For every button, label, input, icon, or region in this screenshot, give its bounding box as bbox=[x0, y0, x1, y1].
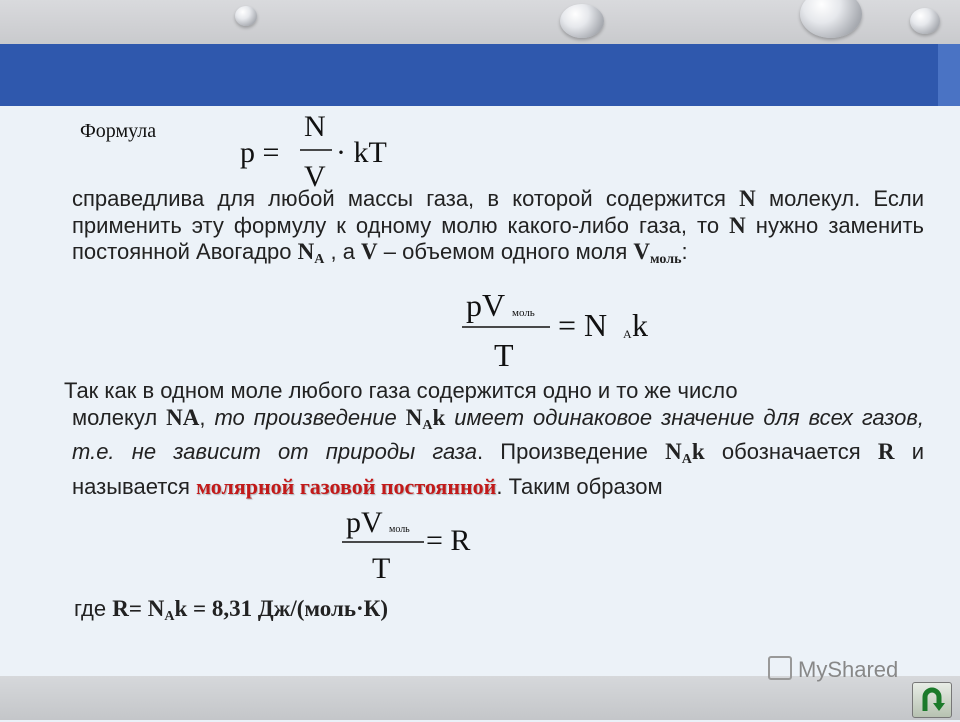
u-turn-arrow-icon bbox=[913, 683, 951, 717]
highlight-term: молярной газовой постоянной bbox=[196, 473, 497, 499]
svg-text:моль: моль bbox=[389, 524, 410, 535]
paragraph-1: справедлива для любой массы газа, в которой содержится N молекул. Если применить эту формулу к одному молю какого-либо газа, то N нужно заменить постоянной Авогадро $N_A$ , а V – объемом одного моля $V_{моль}$: bbox=[72, 186, 924, 267]
svg-text:= N: = N bbox=[558, 307, 608, 343]
logo-icon bbox=[768, 656, 792, 680]
formula1-num: N bbox=[304, 110, 326, 143]
formula1-den: V bbox=[304, 160, 326, 190]
formula-pressure bbox=[240, 110, 400, 190]
formula1-lhs: p = bbox=[240, 136, 280, 169]
svg-text:T: T bbox=[372, 552, 391, 584]
svg-text:T: T bbox=[494, 337, 514, 373]
svg-text:k: k bbox=[632, 307, 648, 343]
formula-gas-constant bbox=[342, 502, 482, 584]
water-drop-decor bbox=[560, 4, 604, 38]
formula1-tail: · kT bbox=[336, 136, 387, 169]
svg-text:A: A bbox=[623, 327, 632, 341]
gas-constant-value: где $R= N_Ak = 8,31$ Дж/(моль·К) bbox=[74, 596, 389, 624]
paragraph-2: Так как в одном моле любого газа содержится одно и то же число молекул NA, то произведение $N_Ak$ имеет одинаковое значение для всех газов, т.е. не зависит от природы газа. Произведение $N_Ak$ обозначается R и называется молярной газовой постоянной. Таким образом bbox=[64, 378, 925, 499]
formula-avogadro bbox=[460, 282, 670, 374]
formula-label: Формула bbox=[80, 120, 157, 142]
svg-text:= R: = R bbox=[426, 524, 471, 557]
svg-text:pV: pV bbox=[346, 506, 383, 539]
svg-text:моль: моль bbox=[512, 307, 535, 319]
return-button[interactable] bbox=[912, 682, 952, 718]
myshared-logo: MyShared bbox=[768, 656, 898, 683]
water-drop-decor bbox=[910, 8, 940, 34]
water-drop-decor bbox=[800, 0, 862, 38]
water-drop-decor bbox=[235, 6, 257, 26]
svg-text:pV: pV bbox=[466, 287, 506, 323]
top-decor-band bbox=[0, 0, 960, 44]
title-bar bbox=[0, 44, 960, 106]
